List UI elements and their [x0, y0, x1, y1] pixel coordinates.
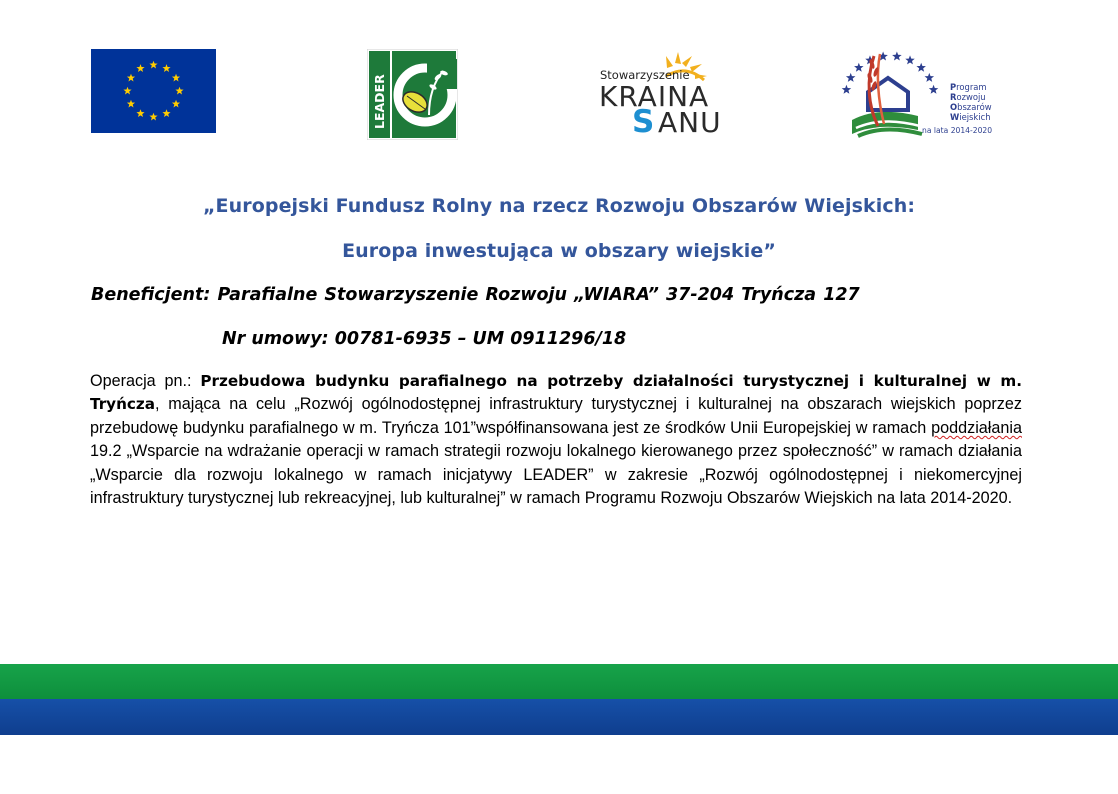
prow-star-icon: [905, 55, 915, 64]
operacja-spelled-word: poddziałania: [931, 418, 1022, 437]
footer-blue-band: [0, 699, 1118, 735]
prow-years: na lata 2014-2020: [922, 126, 993, 135]
kraina-top-text: Stowarzyszenie: [600, 68, 690, 82]
operacja-part-1: , mająca na celu „Rozwój ogólnodostępnej infrastruktury turystycznej i kulturalnej na obszarach wiejskich poprzez przebudowę budynku parafialnego w m. Tryńcza 101”współfinansowana jest ze środków Unii Europejskiej w ramach: [90, 395, 1022, 437]
leader-logo-text: LEADER: [372, 74, 387, 129]
beneficjent-line: Beneficjent: Parafialne Stowarzyszenie Rozwoju „WIARA” 37-204 Tryńcza 127: [91, 285, 860, 305]
prow-star-icon: [916, 63, 926, 72]
svg-text:Rozwoju: [950, 92, 986, 102]
prow-star-icon: [846, 73, 856, 82]
svg-text:Obszarów: [950, 102, 992, 112]
operacja-prefix: Operacja pn.:: [90, 372, 201, 390]
prow-letter-3: O: [950, 102, 958, 112]
prow-star-icon: [854, 63, 864, 72]
prow-letter-4: W: [950, 112, 960, 122]
prow-star-icon: [925, 73, 935, 82]
prow-word-2: ozwoju: [956, 92, 986, 102]
prow-letter-2: R: [950, 92, 957, 102]
prow-word-4: iejskich: [959, 112, 991, 122]
prow-logo: [838, 50, 998, 142]
umowa-line: Nr umowy: 00781-6935 – UM 0911296/18: [222, 329, 627, 349]
title-line-2: Europa inwestująca w obszary wiejskie”: [342, 240, 776, 262]
prow-star-icon: [929, 85, 939, 94]
svg-text:Program: [950, 82, 987, 92]
prow-star-icon: [892, 51, 902, 60]
prow-word-1: rogram: [956, 82, 987, 92]
leader-logo: [367, 49, 458, 140]
operacja-paragraph: [90, 370, 1022, 510]
prow-star-icon: [842, 85, 852, 94]
kraina-line2-text: ANU: [658, 106, 722, 136]
prow-word-3: bszarów: [957, 102, 992, 112]
kraina-sanu-logo: [596, 50, 728, 136]
operacja-part-2: 19.2 „Wsparcie na wdrażanie operacji w ramach strategii rozwoju lokalnego kierowanego przez społeczność” w ramach działania „Wsparcie dla rozwoju lokalnego w ramach inicjatywy LEADER” w zakresie „Rozwój ogólnodostępnej i niekomercyjnej infrastruktury turystycznej lub rekreacyjnej, lub kulturalnej” w ramach Programu Rozwoju Obszarów Wiejskich na lata 2014-2020.: [90, 442, 1022, 508]
svg-text:Wiejskich: [950, 112, 991, 122]
prow-letter-1: P: [950, 82, 957, 92]
kraina-line1-text: KRAINA: [599, 80, 710, 113]
footer-green-band: [0, 664, 1118, 699]
kraina-s-letter: S: [632, 104, 655, 136]
eu-flag-logo: [91, 49, 216, 133]
operacja-name: Przebudowa budynku parafialnego na potrzeby działalności turystycznej i kulturalnej w m. Tryńcza: [90, 372, 1022, 414]
title-line-1: „Europejski Fundusz Rolny na rzecz Rozwoju Obszarów Wiejskich:: [202, 195, 916, 217]
